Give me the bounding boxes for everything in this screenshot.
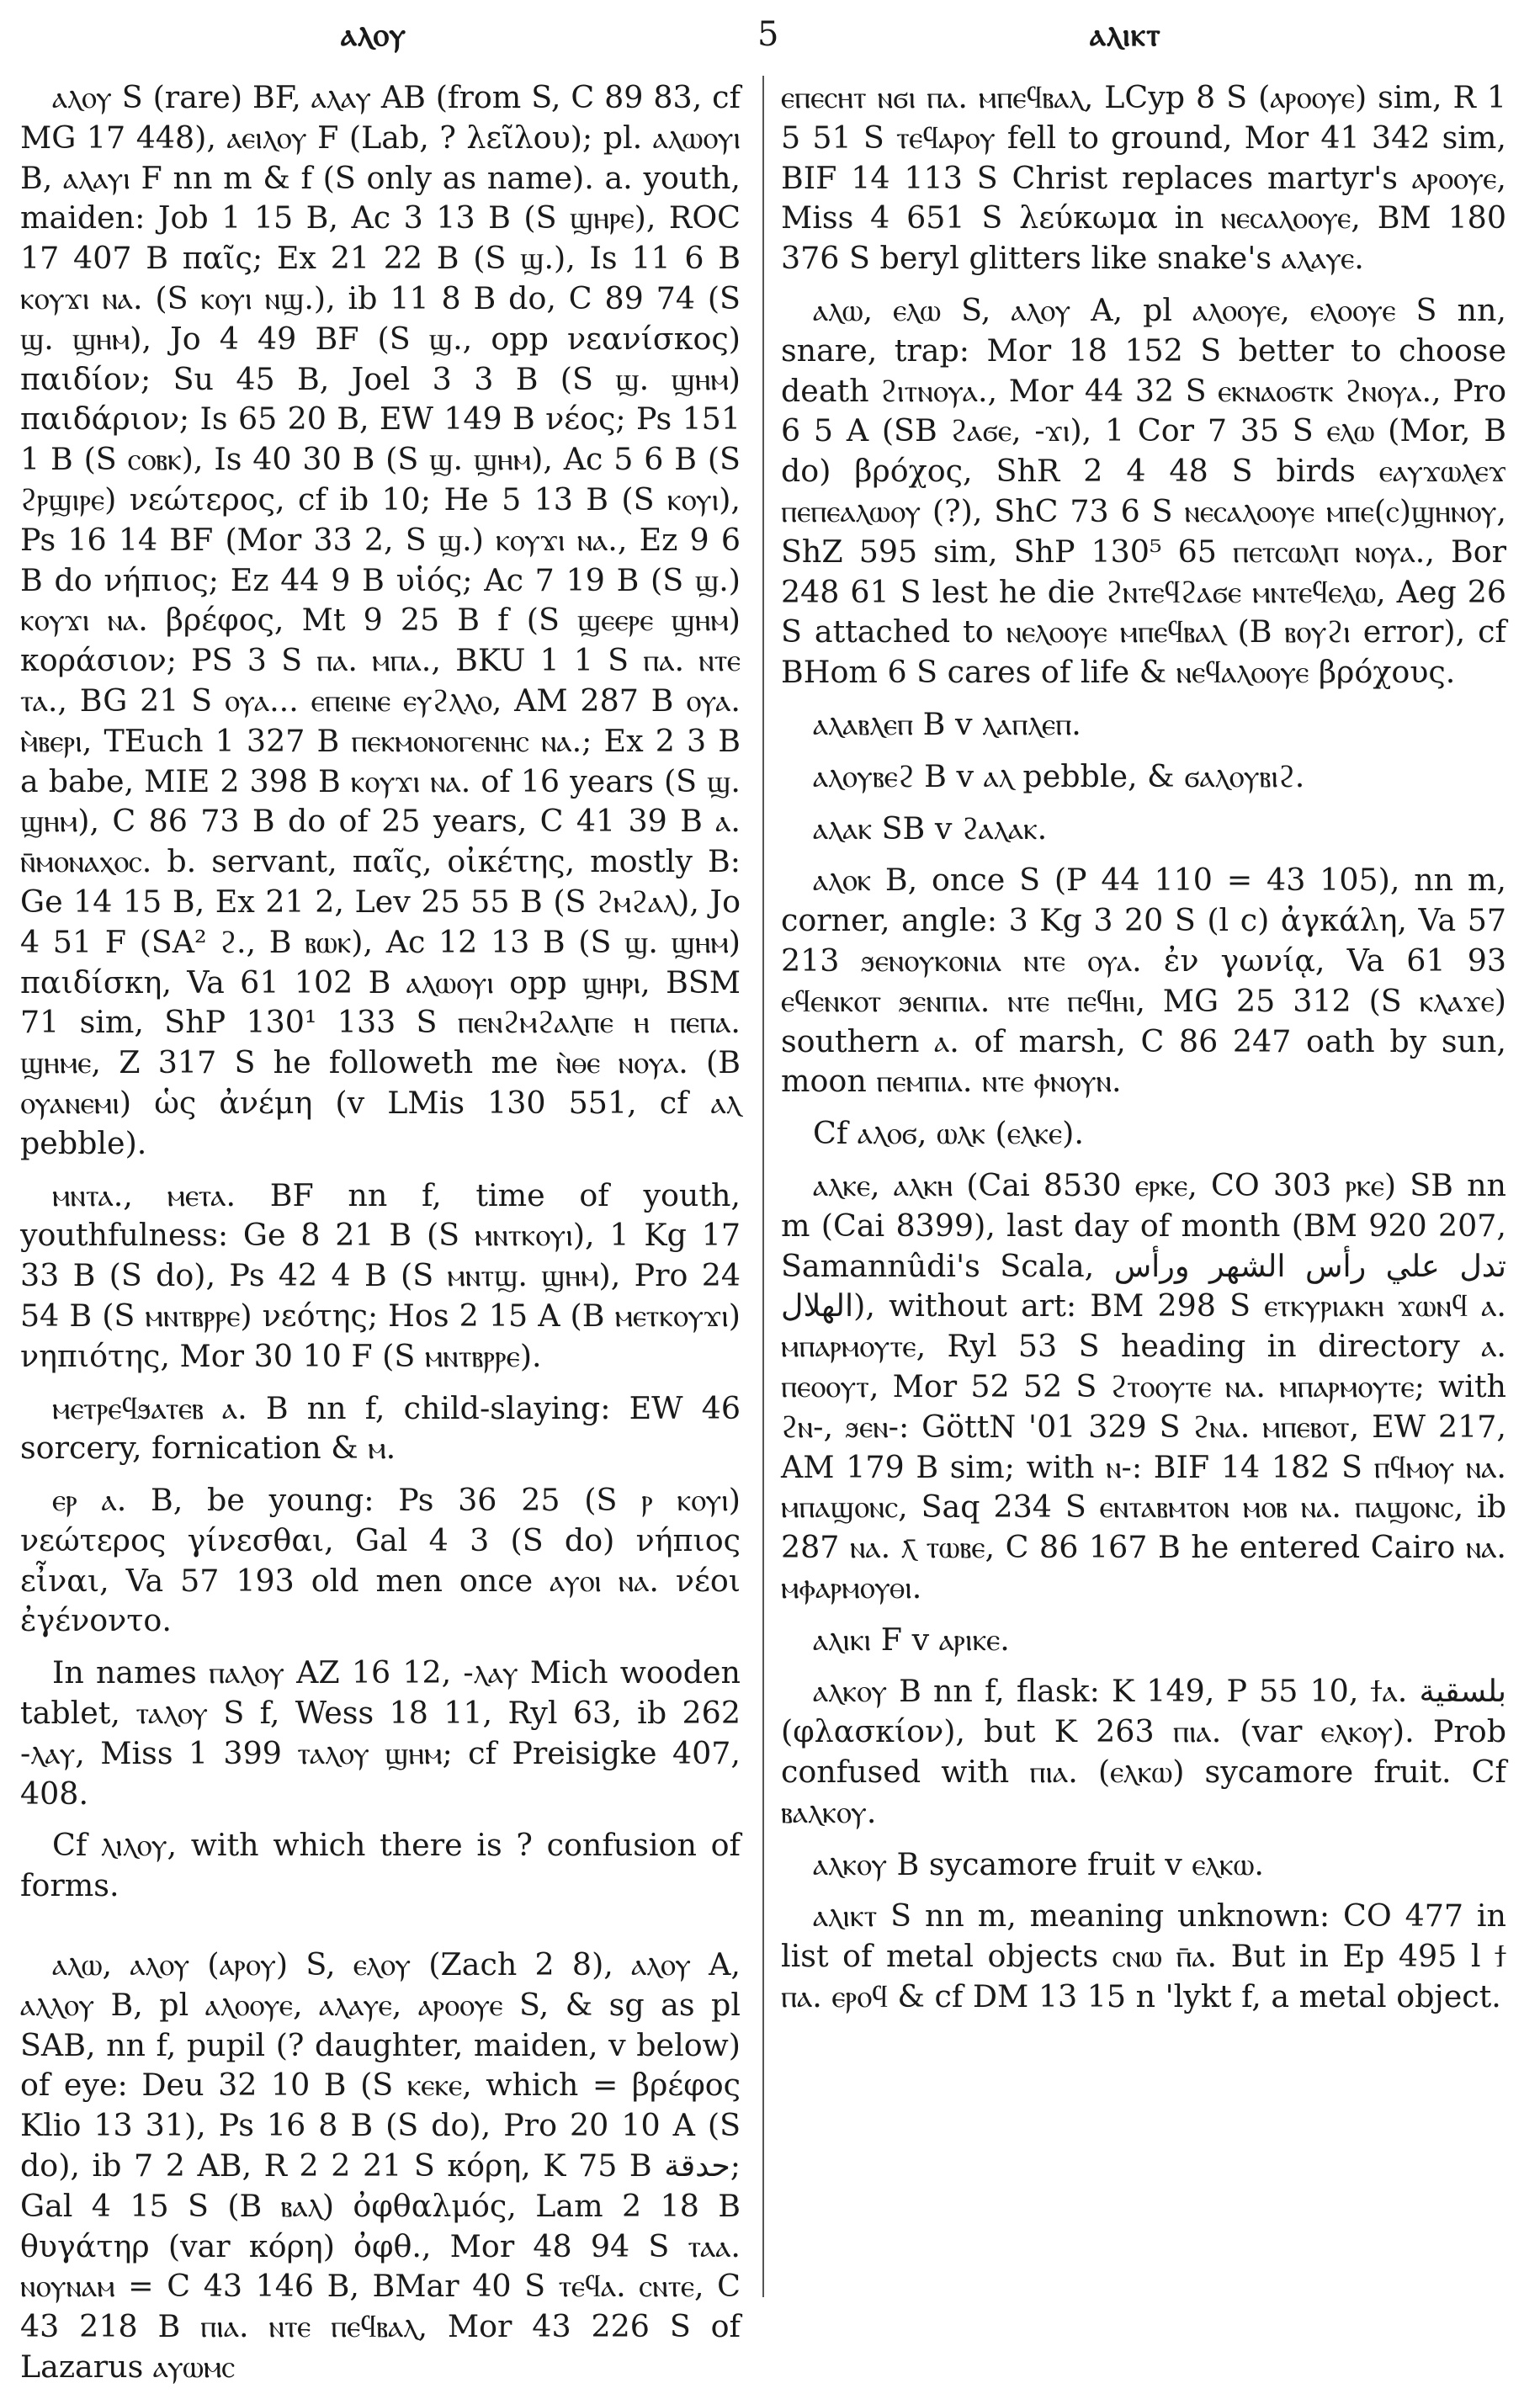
- entry-alkou-flask: ⲁⲗⲕⲟⲩ B nn f, flask: K 149, P 55 10, ϯⲁ. بلسقية (φλασκίον), but K 263 ⲡⲓⲁ. (var ⲉⲗⲕⲟⲩ). Prob confused with ⲡⲓⲁ. (ⲉⲗⲕⲱ) sycamore fruit. Cf ⲃⲁⲗⲕⲟⲩ.: [781, 1673, 1506, 1830]
- column-divider: [762, 76, 764, 2297]
- entry-alikt: ⲁⲗⲓⲕⲧ S nn m, meaning unknown: CO 477 in list of metal objects ⲥⲛⲱ ⲡ̄ⲁ. But in Ep 495 l ϯ ⲡⲁ. ⲉⲣⲟϥ & cf DM 13 15 n 'lykt f, a metal object.: [781, 1897, 1506, 2015]
- entry-cf-lilou: Cf ⲗⲓⲗⲟⲩ, with which there is ? confusion of forms.: [20, 1827, 741, 1904]
- left-column: [20, 77, 741, 2399]
- entry-alo-snare: ⲁⲗⲱ, ⲉⲗⲱ S, ⲁⲗⲟⲩ A, pl ⲁⲗⲟⲟⲩⲉ, ⲉⲗⲟⲟⲩⲉ S nn, snare, trap: Mor 18 152 S better to choose death ϩⲓⲧⲛⲟⲩⲁ., Mor 44 32 S ⲉⲕⲛⲁⲟϭⲧⲕ ϩⲛⲟⲩⲁ., Pro 6 5 A (SB ϩⲁϭⲉ, -ϫⲓ), 1 Cor 7 35 S ⲉⲗⲱ (Mor, B do) βρόχος, ShR 2 4 48 S birds ⲉⲁⲩϫⲱⲗⲉϫ ⲡⲉⲡⲉⲁⲗⲱⲟⲩ (?), ShC 73 6 S ⲛⲉⲥⲁⲗⲟⲟⲩⲉ ⲙⲡⲉ(ⲥ)ϣⲏⲛⲟⲩ, ShZ 595 sim, ShP 130⁵ 65 ⲡⲉⲧⲥⲱⲗⲡ ⲛⲟⲩⲁ., Bor 248 61 S lest he die ϩⲛⲧⲉϥϩⲁϭⲉ ⲙⲛⲧⲉϥⲉⲗⲱ, Aeg 26 S attached to ⲛⲉⲗⲟⲟⲩⲉ ⲙⲡⲉϥⲃⲁⲗ (B ⲃⲟⲩϩⲓ error), cf BHom 6 S cares of life & ⲛⲉϥⲁⲗⲟⲟⲩⲉ βρόχους.: [781, 291, 1506, 691]
- entry-er-a: ⲉⲣ ⲁ. B, be young: Ps 36 25 (S ⲣ ⲕⲟⲩⲓ) νεώτερος γίνεσθαι, Gal 4 3 (S do) νήπιος εἶναι, Va 57 193 old men once ⲁⲩⲟⲓ ⲛⲁ. νέοι ἐγένοντο.: [20, 1482, 741, 1639]
- entry-mnta: ⲙⲛⲧⲁ., ⲙⲉⲧⲁ. BF nn f, time of youth, youthfulness: Ge 8 21 B (S ⲙⲛⲧⲕⲟⲩⲓ), 1 Kg 17 33 B (S do), Ps 42 4 B (S ⲙⲛⲧϣ. ϣⲏⲙ), Pro 24 54 B (S ⲙⲛⲧⲃⲣⲣⲉ) νεότης; Hos 2 15 A (B ⲙⲉⲧⲕⲟⲩϫⲓ) νηπιότης, Mor 30 10 F (S ⲙⲛⲧⲃⲣⲣⲉ).: [20, 1176, 741, 1374]
- running-header: [0, 15, 1540, 66]
- entry-alou: ⲁⲗⲟⲩ S (rare) BF, ⲁⲗⲁⲩ AB (from S, C 89 83, cf MG 17 448), ⲁⲉⲓⲗⲟⲩ F (Lab, ? λεῖλου); pl. ⲁⲗⲱⲟⲩⲓ B, ⲁⲗⲁⲩⲓ F nn m & f (S only as name). a. youth, maiden: Job 1 15 B, Ac 3 13 B (S ϣⲏⲣⲉ), ROC 17 407 B παῖς; Ex 21 22 B (S ϣ.), Is 11 6 B ⲕⲟⲩϫⲓ ⲛⲁ. (S ⲕⲟⲩⲓ ⲛϣ.), ib 11 8 B do, C 89 74 (S ϣ. ϣⲏⲙ), Jo 4 49 BF (S ϣ., opp νεανίσκος) παιδίον; Su 45 B, Joel 3 3 B (S ϣ. ϣⲏⲙ) παιδάριον; Is 65 20 B, EW 149 B νέος; Ps 151 1 B (S ⲥⲟⲃⲕ), Is 40 30 B (S ϣ. ϣⲏⲙ), Ac 5 6 B (S ϩⲣϣⲓⲣⲉ) νεώτερος, cf ib 10; He 5 13 B (S ⲕⲟⲩⲓ), Ps 16 14 BF (Mor 33 2, S ϣ.) ⲕⲟⲩϫⲓ ⲛⲁ., Ez 9 6 B do νήπιος; Ez 44 9 B υἱός; Ac 7 19 B (S ϣ.) ⲕⲟⲩϫⲓ ⲛⲁ. βρέφος, Mt 9 25 B f (S ϣⲉⲉⲣⲉ ϣⲏⲙ) κοράσιον; PS 3 S ⲡⲁ. ⲙⲡⲁ., BKU 1 1 S ⲡⲁ. ⲛⲧⲉ ⲧⲁ., BG 21 S ⲟⲩⲁ... ⲉⲡⲉⲓⲛⲉ ⲉⲩϩⲗⲗⲟ, AM 287 B ⲟⲩⲁ. ⲙ̀ⲃⲉⲣⲓ, TEuch 1 327 B ⲡⲉⲕⲙⲟⲛⲟⲅⲉⲛⲏⲥ ⲛⲁ.; Ex 2 3 B a babe, MIE 2 398 B ⲕⲟⲩϫⲓ ⲛⲁ. of 16 years (S ϣ. ϣⲏⲙ), C 86 73 B do of 25 years, C 41 39 B ⲁ. ⲛ̄ⲙⲟⲛⲁⲭⲟⲥ. b. servant, παῖς, οἰκέτης, mostly B: Ge 14 15 B, Ex 21 2, Lev 25 55 B (S ϩⲙϩⲁⲗ), Jo 4 51 F (SA² ϩ., B ⲃⲱⲕ), Ac 12 13 B (S ϣ. ϣⲏⲙ) παιδίσκη, Va 61 102 B ⲁⲗⲱⲟⲩⲓ opp ϣⲏⲣⲓ, BSM 71 sim, ShP 130¹ 133 S ⲡⲉⲛϩⲙϩⲁⲗⲡⲉ ⲏ ⲡⲉⲡⲁ. ϣⲏⲙⲉ, Z 317 S he followeth me ⲛ̀ⲑⲉ ⲛⲟⲩⲁ. (B ⲟⲩⲁⲛⲉⲙⲓ) ὡς ἀνέμη (v LMis 130 551, cf ⲁⲗ pebble).: [20, 79, 741, 1161]
- entry-alke: ⲁⲗⲕⲉ, ⲁⲗⲕⲏ (Cai 8530 ⲉⲣⲕⲉ, CO 303 ⲣⲕⲉ) SB nn m (Cai 8399), last day of month (BM 920 207, Samannûdi's Scala, تدل علي رأس الشهر ورأس الهلال), without art: BM 298 S ⲉⲧⲕⲩⲣⲓⲁⲕⲏ ϫⲱⲛϥ ⲁ. ⲙⲡⲁⲣⲙⲟⲩⲧⲉ, Ryl 53 S heading in directory ⲁ. ⲡⲉⲟⲟⲩⲧ, Mor 52 52 S ϩⲧⲟⲟⲩⲧⲉ ⲛⲁ. ⲙⲡⲁⲣⲙⲟⲩⲧⲉ; with ϩⲛ-, ϧⲉⲛ-: GöttN '01 329 S ϩⲛⲁ. ⲙⲡⲉⲃⲟⲧ, EW 217, AM 179 B sim; with ⲛ-: BIF 14 182 S ⲡϥⲙⲟⲩ ⲛⲁ. ⲙⲡⲁϣⲟⲛⲥ, Saq 234 S ⲉⲛⲧⲁⲃⲙⲧⲟⲛ ⲙⲟⲃ ⲛⲁ. ⲡⲁϣⲟⲛⲥ, ib 287 ⲛⲁ. ⲗ̄ ⲧⲱⲃⲉ, C 86 167 B he entered Cairo ⲛⲁ. ⲙⲫⲁⲣⲙⲟⲩⲑⲓ.: [781, 1166, 1506, 1606]
- entry-aliki: ⲁⲗⲓⲕⲓ F v ⲁⲣⲓⲕⲉ.: [813, 1621, 1010, 1658]
- entry-cf-aloch: Cf ⲁⲗⲟϭ, ⲱⲗⲕ (ⲉⲗⲕⲉ).: [813, 1115, 1084, 1152]
- entry-in-names: In names ⲡⲁⲗⲟⲩ AZ 16 12, -ⲗⲁⲩ Mich wooden tablet, ⲧⲁⲗⲟⲩ S f, Wess 18 11, Ryl 63, ib 262 -ⲗⲁⲩ, Miss 1 399 ⲧⲁⲗⲟⲩ ϣⲏⲙ; cf Preisigke 407, 408.: [20, 1654, 741, 1812]
- header-left-headword: ⲁⲗⲟⲩ: [341, 15, 406, 53]
- entry-alablep: ⲁⲗⲁⲃⲗⲉⲡ B v ⲗⲁⲡⲗⲉⲡ.: [813, 705, 1081, 742]
- entry-alok: ⲁⲗⲟⲕ B, once S (P 44 110 = 43 105), nn m, corner, angle: 3 Kg 3 20 S (l c) ἀγκάλη, Va 57 213 ϧⲉⲛⲟⲩⲕⲟⲛⲓⲁ ⲛⲧⲉ ⲟⲩⲁ. ἐν γωνίᾳ, Va 61 93 ⲉϥⲉⲛⲕⲟⲧ ϧⲉⲛⲡⲓⲁ. ⲛⲧⲉ ⲡⲉϥⲏⲓ, MG 25 312 (S ⲕⲗⲁϫⲉ) southern ⲁ. of marsh, C 86 247 oath by sun, moon ⲡⲉⲙⲡⲓⲁ. ⲛⲧⲉ ⲫⲛⲟⲩⲛ.: [781, 862, 1506, 1100]
- page-number: 5: [757, 15, 780, 54]
- entry-alo-pupil: ⲁⲗⲱ, ⲁⲗⲟⲩ (ⲁⲣⲟⲩ) S, ⲉⲗⲟⲩ (Zach 2 8), ⲁⲗⲟⲩ A, ⲁⲗⲗⲟⲩ B, pl ⲁⲗⲟⲟⲩⲉ, ⲁⲗⲁⲩⲉ, ⲁⲣⲟⲟⲩⲉ S, & sg as pl SAB, nn f, pupil (? daughter, maiden, v below) of eye: Deu 32 10 B (S ⲕⲉⲕⲉ, which = βρέφος Klio 13 31), Ps 16 8 B (S do), Pro 20 10 A (S do), ib 7 2 AB, R 2 2 21 S κόρη, K 75 B ﺣﺪﻗﺔ; Gal 4 15 S (B ⲃⲁⲗ) ὀφθαλμός, Lam 2 18 B θυγάτηρ (var κόρη) ὀφθ., Mor 48 94 S ⲧⲁⲁ. ⲛⲟⲩⲛⲁⲙ = C 43 146 B, BMar 40 S ⲧⲉϥⲁ. ⲥⲛⲧⲉ, C 43 218 B ⲡⲓⲁ. ⲛⲧⲉ ⲡⲉϥⲃⲁⲗ, Mor 43 226 S of Lazarus ⲁⲩⲱⲙⲥ: [20, 1946, 741, 2386]
- right-column: [781, 77, 1506, 2029]
- entry-alo-pupil-continued: ⲉⲡⲉⲥⲏⲧ ⲛϭⲓ ⲡⲁ. ⲙⲡⲉϥⲃⲁⲗ, LCyp 8 S (ⲁⲣⲟⲟⲩⲉ) sim, R 1 5 51 S ⲧⲉϥⲁⲣⲟⲩ fell to ground, Mor 41 342 sim, BIF 14 113 S Christ replaces martyr's ⲁⲣⲟⲟⲩⲉ, Miss 4 651 S λεύκωμα in ⲛⲉⲥⲁⲗⲟⲟⲩⲉ, BM 180 376 S beryl glitters like snake's ⲁⲗⲁⲩⲉ.: [781, 79, 1506, 277]
- entry-metrefkhateb: ⲙⲉⲧⲣⲉϥϧⲁⲧⲉⲃ ⲁ. B nn f, child-slaying: EW 46 sorcery, fornication & ⲙ.: [20, 1389, 741, 1467]
- entry-aloubeh: ⲁⲗⲟⲩⲃⲉϩ B v ⲁⲗ pebble, & ϭⲁⲗⲟⲩⲃⲓϩ.: [813, 757, 1305, 794]
- header-right-headword: ⲁⲗⲓⲕⲧ: [1090, 15, 1161, 53]
- entry-alkou-sycamore: ⲁⲗⲕⲟⲩ B sycamore fruit v ⲉⲗⲕⲱ.: [813, 1845, 1264, 1882]
- entry-alak: ⲁⲗⲁⲕ SB v ϩⲁⲗⲁⲕ.: [813, 809, 1048, 847]
